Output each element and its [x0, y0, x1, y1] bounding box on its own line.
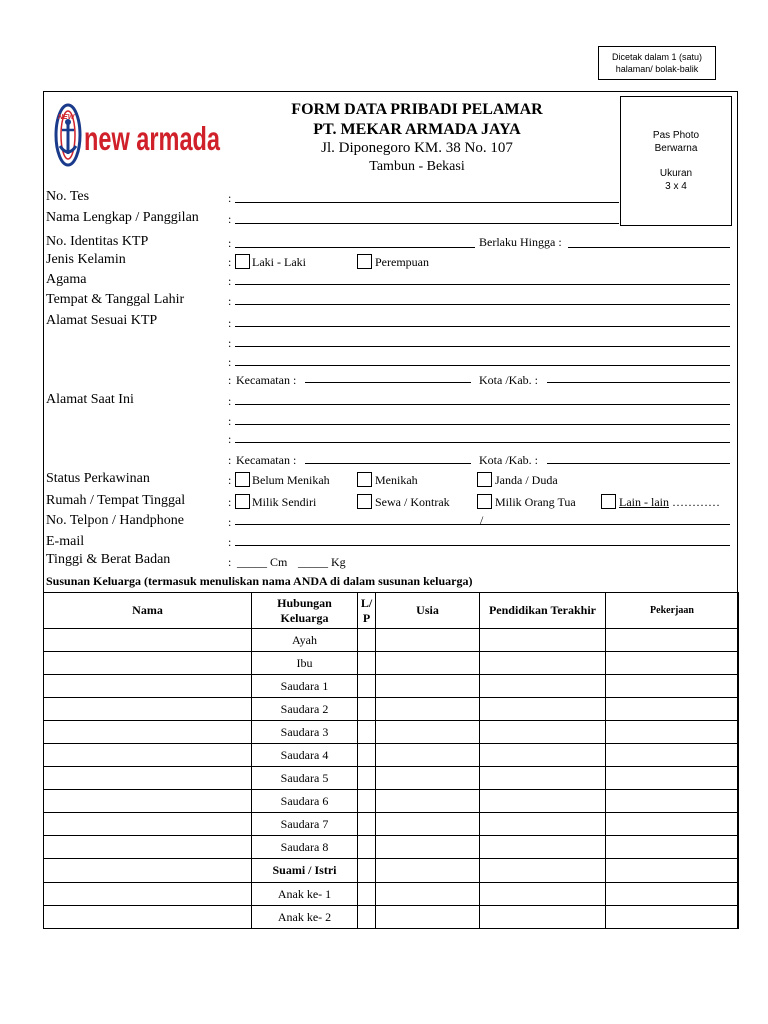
occupation-cell[interactable]: [606, 721, 739, 744]
header-pekerjaan: Pekerjaan: [606, 593, 739, 629]
gender-cell[interactable]: [358, 790, 376, 813]
occupation-cell[interactable]: [606, 652, 739, 675]
checkbox-sewa[interactable]: [357, 494, 372, 509]
header-usia: Usia: [376, 593, 480, 629]
name-cell[interactable]: [44, 836, 252, 859]
table-row: [44, 813, 739, 836]
label-telpon: No. Telpon / Handphone: [46, 513, 184, 528]
education-cell[interactable]: [480, 813, 606, 836]
alamat-ktp-line-3[interactable]: [235, 365, 730, 366]
occupation-cell[interactable]: [606, 859, 739, 883]
kecamatan-ini-field[interactable]: [305, 463, 471, 464]
alamat-ktp-line-2[interactable]: [235, 346, 730, 347]
education-cell[interactable]: [480, 883, 606, 906]
photo-label-1: Pas Photo: [652, 130, 700, 141]
checkbox-menikah[interactable]: [357, 472, 372, 487]
label-kota-ktp: Kota /Kab. :: [479, 373, 538, 387]
table-row: [44, 859, 739, 883]
option-milik-sendiri: Milik Sendiri: [252, 495, 317, 509]
gender-cell[interactable]: [358, 883, 376, 906]
label-agama: Agama: [46, 272, 87, 287]
header-pendidikan: Pendidikan Terakhir: [480, 593, 606, 629]
label-kota-ini: Kota /Kab. :: [479, 453, 538, 467]
table-row: [44, 629, 739, 652]
age-cell[interactable]: [376, 744, 480, 767]
option-lain: Lain - lain: [619, 495, 669, 509]
checkbox-milik-sendiri[interactable]: [235, 494, 250, 509]
option-laki: Laki - Laki: [252, 255, 306, 269]
table-row: [44, 790, 739, 813]
logo-text: new armada: [84, 120, 221, 157]
label-nama: Nama Lengkap / Panggilan: [46, 210, 199, 225]
education-cell[interactable]: [480, 721, 606, 744]
relation-cell: Ayah: [252, 629, 358, 652]
relation-cell: Saudara 7: [252, 813, 358, 836]
colon: :: [228, 212, 232, 226]
age-cell[interactable]: [376, 836, 480, 859]
photo-box[interactable]: [620, 96, 732, 226]
education-cell[interactable]: [480, 836, 606, 859]
checkbox-belum-menikah[interactable]: [235, 472, 250, 487]
ttl-field[interactable]: [235, 304, 730, 305]
age-cell[interactable]: [376, 767, 480, 790]
age-cell[interactable]: [376, 906, 480, 929]
gender-cell[interactable]: [358, 721, 376, 744]
education-cell[interactable]: [480, 652, 606, 675]
table-row: [44, 883, 739, 906]
label-ttl: Tempat & Tanggal Lahir: [46, 292, 185, 307]
age-cell[interactable]: [376, 721, 480, 744]
telpon-separator: /: [480, 513, 484, 527]
no-tes-field[interactable]: [235, 202, 619, 203]
option-belum-menikah: Belum Menikah: [252, 473, 330, 487]
name-cell[interactable]: [44, 883, 252, 906]
berlaku-field[interactable]: [568, 247, 730, 248]
company-logo: [54, 102, 224, 168]
label-no-tes: No. Tes: [46, 189, 90, 204]
colon: :: [228, 355, 232, 369]
gender-cell[interactable]: [358, 767, 376, 790]
checkbox-janda-duda[interactable]: [477, 472, 492, 487]
header-lp: [358, 593, 376, 629]
photo-label-4: 3 x 4: [665, 181, 687, 192]
label-kecamatan-ini: Kecamatan :: [236, 453, 297, 467]
agama-field[interactable]: [235, 284, 730, 285]
gender-cell[interactable]: [358, 675, 376, 698]
colon: :: [228, 414, 232, 428]
ktp-field[interactable]: [235, 247, 475, 248]
age-cell[interactable]: [376, 629, 480, 652]
kecamatan-ktp-field[interactable]: [305, 382, 471, 383]
checkbox-perempuan[interactable]: [357, 254, 372, 269]
label-email: E-mail: [46, 534, 85, 549]
colon: :: [228, 453, 232, 467]
header-lp-1: L/: [360, 595, 373, 610]
checkbox-milik-ortu[interactable]: [477, 494, 492, 509]
occupation-cell[interactable]: [606, 675, 739, 698]
option-janda-duda: Janda / Duda: [495, 473, 558, 487]
occupation-cell[interactable]: [606, 813, 739, 836]
education-cell[interactable]: [480, 744, 606, 767]
label-alamat-ini: Alamat Saat Ini: [46, 392, 134, 407]
company-address: Jl. Diponegoro KM. 38 No. 107: [321, 140, 513, 156]
age-cell[interactable]: [376, 652, 480, 675]
photo-label-2: Berwarna: [654, 143, 698, 154]
colon: :: [228, 515, 232, 529]
occupation-cell[interactable]: [606, 883, 739, 906]
colon: :: [228, 316, 232, 330]
relation-cell: Saudara 4: [252, 744, 358, 767]
relation-cell: Saudara 3: [252, 721, 358, 744]
table-row: [44, 698, 739, 721]
option-sewa: Sewa / Kontrak: [375, 495, 450, 509]
colon: :: [228, 394, 232, 408]
table-row: [44, 675, 739, 698]
relation-cell: Anak ke- 2: [252, 906, 358, 929]
age-cell[interactable]: [376, 698, 480, 721]
occupation-cell[interactable]: [606, 836, 739, 859]
label-berlaku: Berlaku Hingga :: [479, 235, 562, 249]
table-row: [44, 836, 739, 859]
name-cell[interactable]: [44, 859, 252, 883]
kota-ktp-field[interactable]: [547, 382, 730, 383]
email-field[interactable]: [235, 545, 730, 546]
gender-cell[interactable]: [358, 836, 376, 859]
berat-field[interactable]: _____ Kg: [298, 555, 346, 569]
print-note-line2: halaman/ bolak-balik: [615, 64, 699, 74]
logo-badge: NEW: [58, 114, 75, 121]
table-row: [44, 906, 739, 929]
gender-cell[interactable]: [358, 629, 376, 652]
relation-cell: Saudara 6: [252, 790, 358, 813]
checkbox-lain[interactable]: [601, 494, 616, 509]
relation-cell: Suami / Istri: [252, 859, 358, 883]
colon: :: [228, 555, 232, 569]
age-cell[interactable]: [376, 859, 480, 883]
label-rumah: Rumah / Tempat Tinggal: [46, 493, 186, 508]
name-cell[interactable]: [44, 813, 252, 836]
gender-cell[interactable]: [358, 698, 376, 721]
education-cell[interactable]: [480, 629, 606, 652]
option-menikah: Menikah: [375, 473, 418, 487]
label-alamat-ktp: Alamat Sesuai KTP: [46, 313, 158, 328]
kota-ini-field[interactable]: [547, 463, 730, 464]
option-lain-dots: …………: [672, 495, 720, 509]
occupation-cell[interactable]: [606, 629, 739, 652]
education-cell[interactable]: [480, 906, 606, 929]
gender-cell[interactable]: [358, 906, 376, 929]
label-status: Status Perkawinan: [46, 471, 150, 486]
table-row: [44, 721, 739, 744]
table-row: [44, 652, 739, 675]
tinggi-field[interactable]: _____ Cm: [237, 555, 288, 569]
colon: :: [228, 432, 232, 446]
occupation-cell[interactable]: [606, 744, 739, 767]
occupation-cell[interactable]: [606, 767, 739, 790]
alamat-ini-line-2[interactable]: [235, 424, 730, 425]
checkbox-laki[interactable]: [235, 254, 250, 269]
education-cell[interactable]: [480, 675, 606, 698]
colon: :: [228, 336, 232, 350]
header-hubungan-1: Hubungan: [277, 595, 332, 610]
relation-cell: Anak ke- 1: [252, 883, 358, 906]
header-lp-2: P: [362, 610, 371, 625]
family-table: [43, 592, 739, 929]
relation-cell: Saudara 2: [252, 698, 358, 721]
gender-cell[interactable]: [358, 813, 376, 836]
print-note: [598, 46, 716, 80]
colon: :: [228, 191, 232, 205]
name-cell[interactable]: [44, 767, 252, 790]
photo-label-3: Ukuran: [659, 168, 693, 179]
gender-cell[interactable]: [358, 744, 376, 767]
alamat-ktp-line-1[interactable]: [235, 326, 730, 327]
occupation-cell[interactable]: [606, 698, 739, 721]
option-perempuan: Perempuan: [375, 255, 429, 269]
occupation-cell[interactable]: [606, 790, 739, 813]
option-milik-ortu: Milik Orang Tua: [495, 495, 576, 509]
header-nama: Nama: [44, 593, 252, 629]
colon: :: [228, 535, 232, 549]
gender-cell[interactable]: [358, 859, 376, 883]
colon: :: [228, 495, 232, 509]
gender-cell[interactable]: [358, 652, 376, 675]
table-row: [44, 767, 739, 790]
colon: :: [228, 236, 232, 250]
age-cell[interactable]: [376, 883, 480, 906]
label-kecamatan-ktp: Kecamatan :: [236, 373, 297, 387]
alamat-ini-line-1[interactable]: [235, 404, 730, 405]
relation-cell: Saudara 5: [252, 767, 358, 790]
colon: :: [228, 473, 232, 487]
header-hubungan-2: Keluarga: [280, 610, 329, 625]
occupation-cell[interactable]: [606, 906, 739, 929]
colon: :: [228, 255, 232, 269]
alamat-ini-line-3[interactable]: [235, 442, 730, 443]
form-title: FORM DATA PRIBADI PELAMAR: [291, 101, 543, 118]
company-name: PT. MEKAR ARMADA JAYA: [313, 121, 521, 138]
table-row: [44, 744, 739, 767]
nama-field[interactable]: [235, 223, 619, 224]
name-cell[interactable]: [44, 744, 252, 767]
name-cell[interactable]: [44, 675, 252, 698]
relation-cell: Saudara 8: [252, 836, 358, 859]
education-cell[interactable]: [480, 767, 606, 790]
label-ktp: No. Identitas KTP: [46, 234, 149, 249]
family-table-header: [44, 593, 739, 629]
age-cell[interactable]: [376, 790, 480, 813]
education-cell[interactable]: [480, 859, 606, 883]
name-cell[interactable]: [44, 721, 252, 744]
colon: :: [228, 294, 232, 308]
colon: :: [228, 373, 232, 387]
education-cell[interactable]: [480, 790, 606, 813]
education-cell[interactable]: [480, 698, 606, 721]
print-note-line1: Dicetak dalam 1 (satu): [611, 52, 703, 62]
family-section-title: Susunan Keluarga (termasuk menuliskan nama ANDA di dalam susunan keluarga): [46, 574, 473, 588]
age-cell[interactable]: [376, 675, 480, 698]
company-city: Tambun - Bekasi: [369, 159, 465, 174]
relation-cell: Saudara 1: [252, 675, 358, 698]
colon: :: [228, 274, 232, 288]
relation-cell: Ibu: [252, 652, 358, 675]
name-cell[interactable]: [44, 790, 252, 813]
name-cell[interactable]: [44, 906, 252, 929]
name-cell[interactable]: [44, 698, 252, 721]
header-hubungan: [252, 593, 358, 629]
label-tinggi: Tinggi & Berat Badan: [46, 552, 171, 567]
name-cell[interactable]: [44, 652, 252, 675]
age-cell[interactable]: [376, 813, 480, 836]
name-cell[interactable]: [44, 629, 252, 652]
label-jenis-kelamin: Jenis Kelamin: [46, 252, 126, 267]
